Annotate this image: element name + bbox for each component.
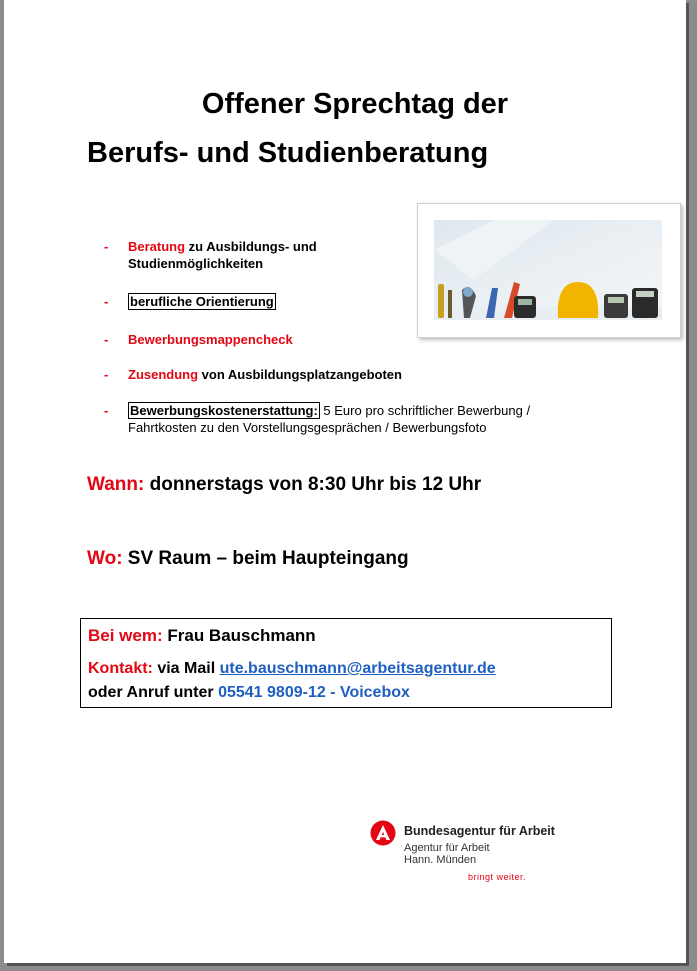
who-value: Frau Bauschmann xyxy=(162,626,316,645)
bullet-beratung-text: zu Ausbildungs- und xyxy=(185,239,317,254)
bullet-beratung-text-2: Studienmöglichkeiten xyxy=(128,256,264,271)
phone-prefix: oder Anruf unter xyxy=(88,684,219,701)
bullet-dash: - xyxy=(104,367,109,382)
when-label: Wann: xyxy=(87,474,145,495)
title-line-2: Berufs- und Studienberatung xyxy=(87,137,489,169)
who-line xyxy=(88,626,316,646)
bullet-dash: - xyxy=(104,294,109,309)
agency-sub-1: Agentur für Arbeit xyxy=(404,842,490,854)
when-line xyxy=(87,474,481,496)
title-line-1: Offener Sprechtag der xyxy=(201,88,509,120)
bullet-kostenerstattung-text: 5 Euro pro schriftlicher Bewerbung / xyxy=(319,403,531,418)
contact-label: Kontakt: xyxy=(88,660,153,677)
agency-logo-icon xyxy=(370,820,396,846)
who-label: Bei wem: xyxy=(88,626,163,645)
bullet-dash: - xyxy=(104,403,109,418)
agency-slogan: bringt weiter. xyxy=(468,872,527,882)
bullet-zusendung-text: von Ausbildungsplatzangeboten xyxy=(198,367,402,382)
agency-sub-2: Hann. Münden xyxy=(404,854,477,866)
where-line xyxy=(87,548,409,570)
agency-logo xyxy=(370,820,610,890)
where-value: SV Raum – beim Haupteingang xyxy=(122,548,409,569)
contact-box xyxy=(80,618,612,708)
bullet-dash: - xyxy=(104,239,109,254)
phone-number: 05541 9809-12 - Voicebox xyxy=(218,684,410,701)
phone-line xyxy=(88,684,410,702)
bullet-zusendung-keyword: Zusendung xyxy=(128,367,199,382)
agency-name: Bundesagentur für Arbeit xyxy=(404,824,555,838)
bullet-dash: - xyxy=(104,332,109,347)
bullet-beratung-keyword: Beratung xyxy=(128,239,186,254)
bullet-kostenerstattung-text-2: Fahrtkosten zu den Vorstellungsgesprächen / Bewerbungsfoto xyxy=(128,420,487,435)
bullet-kostenerstattung-keyword: Bewerbungskostenerstattung: xyxy=(130,403,318,418)
contact-line xyxy=(88,660,496,678)
contact-prefix: via Mail xyxy=(152,660,220,677)
when-value: donnerstags von 8:30 Uhr bis 12 Uhr xyxy=(144,474,482,495)
flyer-page xyxy=(4,0,686,963)
email-link[interactable]: ute.bauschmann@arbeitsagentur.de xyxy=(219,660,496,677)
bullet-mappencheck-text: Bewerbungsmappencheck xyxy=(128,332,293,347)
bullet-orientierung-text: berufliche Orientierung xyxy=(130,294,274,309)
where-label: Wo: xyxy=(87,548,123,569)
